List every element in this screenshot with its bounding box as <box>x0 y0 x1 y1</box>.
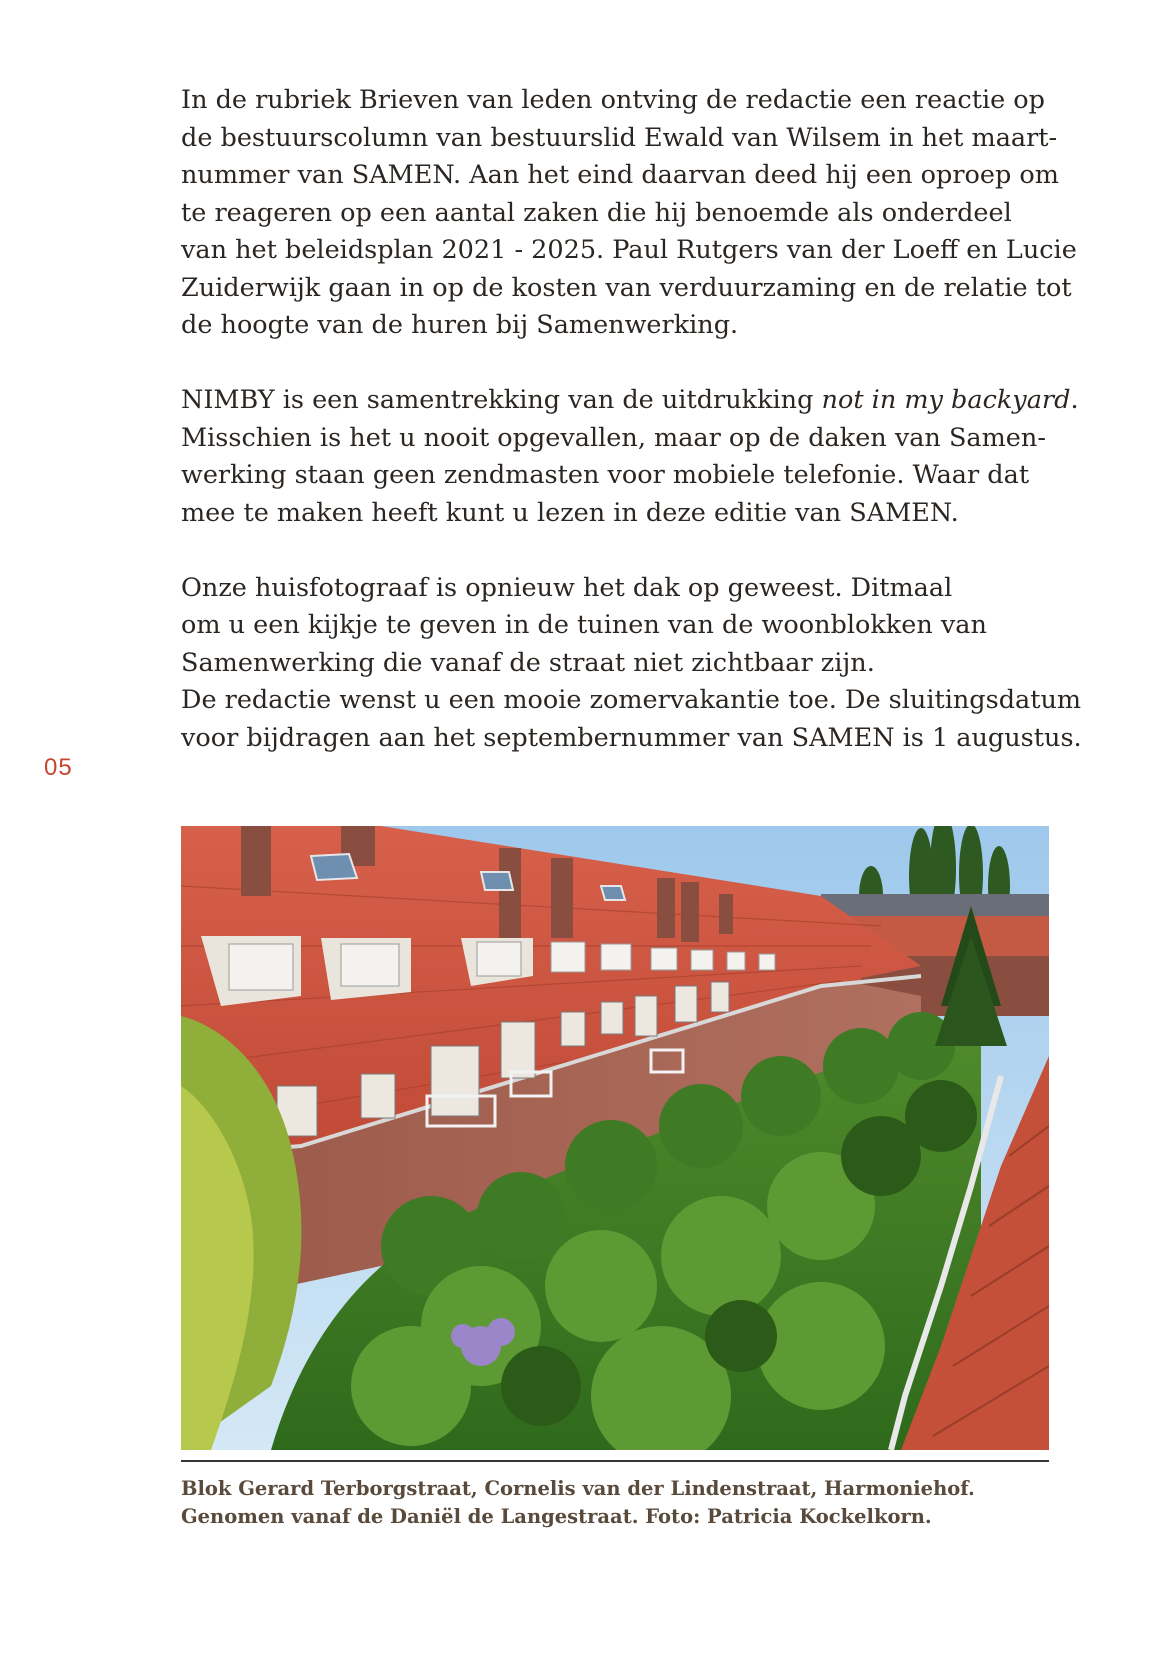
photo-caption <box>181 1475 1061 1531</box>
text-line: te reageren op een aantal zaken die hij benoemde als onderdeel <box>181 197 1012 228</box>
text-line: om u een kijkje te geven in de tuinen van de woonblokken van <box>181 610 987 640</box>
text-line: nummer van SAMEN. Aan het eind daarvan deed hij een oproep om <box>181 160 1059 190</box>
photo-row-houses-gardens <box>181 826 1049 1450</box>
text-line: In de rubriek Brieven van leden ontving de redactie een reactie op <box>181 85 1045 115</box>
text-line: mee te maken heeft kunt u lezen in deze editie van SAMEN. <box>181 497 959 528</box>
paragraph-1 <box>181 82 1077 345</box>
page-number: 05 <box>44 754 73 781</box>
text-line: van het beleidsplan 2021 - 2025. Paul Rutgers van der Loeff en Lucie <box>181 235 1077 265</box>
caption-divider <box>181 1460 1049 1462</box>
caption-line: Blok Gerard Terborgstraat, Cornelis van der Lindenstraat, Harmoniehof. <box>181 1477 975 1500</box>
text-line: Onze huisfotograaf is opnieuw het dak op geweest. Ditmaal <box>181 572 953 603</box>
paragraph-3 <box>181 570 1082 758</box>
text-line <box>181 382 1079 420</box>
article-body <box>181 82 1082 757</box>
text-line: de hoogte van de huren bij Samenwerking. <box>181 310 739 340</box>
text-line: Samenwerking die vanaf de straat niet zichtbaar zijn. <box>181 647 875 678</box>
text-line: de bestuurscolumn van bestuurslid Ewald van Wilsem in het maart- <box>181 122 1058 153</box>
text-line: Misschien is het u nooit opgevallen, maar op de daken van Samen- <box>181 422 1046 453</box>
text-line: werking staan geen zendmasten voor mobiele telefonie. Waar dat <box>181 460 1030 490</box>
text-line: Zuiderwijk gaan in op de kosten van verduurzaming en de relatie tot <box>181 272 1072 303</box>
text-line: voor bijdragen aan het septembernummer van SAMEN is 1 augustus. <box>181 722 1082 753</box>
text-run: NIMBY is een samentrekking van de uitdrukking <box>181 385 822 415</box>
caption-line: Genomen vanaf de Daniël de Langestraat. Foto: Patricia Kockelkorn. <box>181 1505 932 1528</box>
paragraph-2 <box>181 382 1079 532</box>
text-run: . <box>1070 385 1079 415</box>
text-line: De redactie wenst u een mooie zomervakantie toe. De sluitingsdatum <box>181 685 1082 715</box>
italic-phrase: not in my backyard <box>821 385 1071 415</box>
